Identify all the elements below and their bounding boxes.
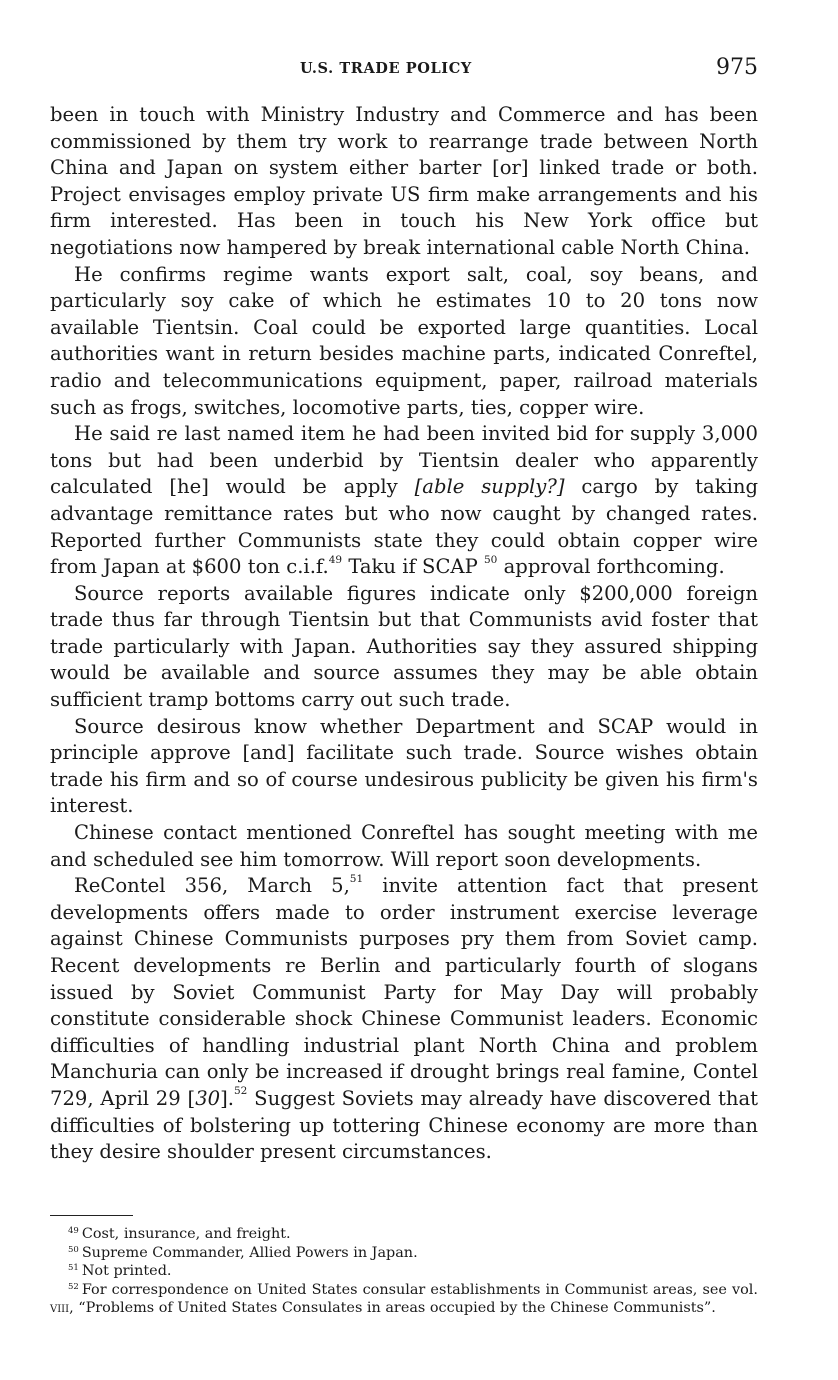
footnote	[50, 1263, 758, 1282]
volume-number: viii	[50, 1300, 70, 1317]
running-title: U.S. TRADE POLICY	[300, 60, 472, 77]
paragraph	[50, 102, 758, 262]
running-header	[50, 52, 758, 92]
footnote-text: For correspondence on United States consular establishments in Communist areas, see vol.	[81, 1281, 758, 1298]
footnote-text: , “Problems of United States Consulates in areas occupied by the Chinese Communists”.	[69, 1300, 716, 1317]
document-page	[50, 52, 758, 1166]
paragraph-text: approval forthcoming.	[497, 555, 725, 579]
footnote	[50, 1245, 758, 1264]
footnote-reference[interactable]: 51	[349, 872, 364, 885]
paragraph-text: Source reports available figures indicate only $200,000 foreign trade thus far through Tientsin but that Communists avid foster that trade particularly with Japan. Authorities say they assured shipping would be available and source assumes they may be able obtain sufficient tramp bottoms carry out such trade.	[50, 581, 758, 712]
editorial-insertion: 30	[195, 1086, 221, 1110]
footnote-reference[interactable]: 50	[484, 553, 498, 566]
paragraph-text: He said re last named item he had been invited bid for supply 3,000 tons but had been underbid by Tientsin dealer who apparently calculated [he] would be apply	[50, 422, 758, 499]
paragraph-text: He confirms regime wants export salt, coal, soy beans, and particularly soy cake of which he estimates 10 to 20 tons now available Tientsin. Coal could be exported large quantities. Local authorities want in return besides machine parts, indicated Conreftel, radio and telecommunications equipment, paper, railroad materials such as frogs, switches, locomotive parts, ties, copper wire.	[50, 262, 758, 419]
paragraph-text: ReContel 356, March 5,	[74, 874, 350, 898]
paragraph-text: Taku if SCAP	[342, 555, 484, 579]
paragraph-text: Source desirous know whether Department and SCAP would in principle approve [and] facilitate such trade. Source wishes obtain trade his firm and so of course undesirous publicity be given his firm's interest.	[50, 714, 758, 818]
footnote-mark: 50	[68, 1244, 79, 1255]
footnote-divider	[50, 1215, 133, 1216]
paragraph-text: been in touch with Ministry Industry and Commerce and has been commissioned by them try work to rearrange trade between North China and Japan on system either barter [or] linked trade or both. Project envisages employ private US firm make arrangements and his firm interested. Has been in touch his New York office but negotiations now hampered by break international cable North China.	[50, 103, 758, 259]
footnote-text: Not printed.	[81, 1263, 172, 1280]
paragraph-text: ].	[220, 1086, 234, 1110]
footnote-text: Supreme Commander, Allied Powers in Japan.	[81, 1244, 418, 1261]
paragraph	[50, 714, 758, 820]
footnotes	[50, 1226, 758, 1317]
footnote	[50, 1226, 758, 1245]
editorial-insertion: [able supply?]	[414, 475, 565, 499]
footnote-reference[interactable]: 49	[328, 553, 343, 566]
paragraph-text: invite attention fact that present developments offers made to order instrument exercise leverage against Chinese Communists purposes pry them from Soviet camp. Recent developments re Berlin and particularly fourth of slogans issued by Soviet Communist Party for May Day will probably constitute considerable shock Chinese Communist leaders. Economic difficulties of handling industrial plant North China and problem Manchuria can only be increased if drought brings real famine, Contel 729, April 29 [	[50, 874, 758, 1110]
footnote-reference[interactable]: 52	[234, 1085, 248, 1098]
footnote	[50, 1282, 758, 1317]
page-number: 975	[716, 55, 758, 80]
paragraph-text: Suggest Soviets may already have discovered that difficulties of bolstering up tottering Chinese economy are more than they desire shoulder present circumstances.	[50, 1086, 759, 1164]
paragraph	[50, 873, 758, 1166]
footnote-mark: 51	[68, 1263, 79, 1274]
paragraph	[50, 421, 758, 581]
paragraph-text: cargo by taking advantage remittance rates but who now caught by changed rates. Reported further Communists state they could obtain copper wire from Japan at $600 ton c.i.f.	[50, 475, 758, 579]
paragraph	[50, 262, 758, 422]
body-text	[50, 102, 758, 1166]
footnote-mark: 49	[68, 1226, 79, 1236]
paragraph	[50, 581, 758, 714]
paragraph-text: Chinese contact mentioned Conreftel has sought meeting with me and scheduled see him tomorrow. Will report soon developments.	[50, 821, 758, 871]
footnote-text: Cost, insurance, and freight.	[81, 1226, 291, 1242]
paragraph	[50, 820, 758, 873]
footnote-mark: 52	[68, 1281, 79, 1292]
